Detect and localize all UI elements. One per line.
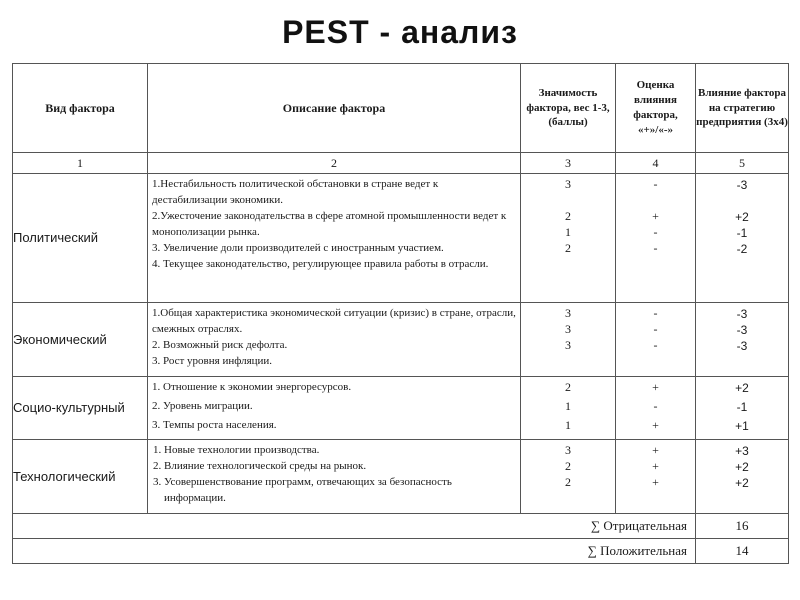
- factor-type: Экономический: [13, 303, 148, 377]
- impact-value: -: [653, 322, 658, 336]
- total-negative-label: ∑ Отрицательная: [13, 514, 696, 539]
- factor-type: Социо-культурный: [13, 377, 148, 440]
- header-type: Вид фактора: [13, 64, 148, 153]
- strategy-cell: [696, 440, 789, 514]
- total-positive-row: [13, 539, 789, 564]
- strategy-cell: [696, 174, 789, 303]
- impact-cell: [616, 377, 696, 440]
- strategy-cell: [696, 303, 789, 377]
- header-strategy: Влияние фактора на стратегию предприятия (3х4): [696, 64, 789, 153]
- description-line: 1. Отношение к экономии энергоресурсов.: [152, 381, 352, 393]
- strategy-value: +1: [735, 419, 749, 433]
- column-number-row: [13, 153, 789, 174]
- factor-type: Политический: [13, 174, 148, 303]
- description-line: 4. Текущее законодательство, регулирующее правила работы в отрасли.: [152, 258, 489, 270]
- strategy-value: +3: [735, 444, 749, 458]
- impact-value: -: [653, 177, 658, 191]
- strategy-value: -3: [736, 307, 748, 321]
- description-line: 3. Темпы роста населения.: [152, 419, 277, 431]
- strategy-value: +2: [735, 476, 749, 490]
- total-negative-row: [13, 514, 789, 539]
- impact-value: -: [653, 306, 658, 320]
- impact-value: [616, 192, 695, 208]
- description-line: 3. Рост уровня инфляции.: [152, 355, 273, 367]
- impact-value: -: [653, 399, 658, 413]
- strategy-value: -3: [736, 339, 748, 353]
- impact-value: +: [652, 209, 659, 223]
- total-positive-value: 14: [696, 539, 789, 564]
- description-line: 2.Ужесточение законодательства в сфере атомной промышленности ведет к монополизации рынка.: [152, 210, 507, 238]
- strategy-value: +2: [735, 460, 749, 474]
- column-number: 5: [696, 153, 789, 174]
- impact-value: -: [653, 338, 658, 352]
- page-title: PEST - анализ: [282, 14, 518, 50]
- weight-value: 3: [565, 322, 571, 336]
- impact-value: -: [653, 241, 658, 255]
- column-number: 3: [521, 153, 616, 174]
- strategy-value: [696, 193, 788, 209]
- description-line: 3. Увеличение доли производителей с иностранным участием.: [152, 242, 444, 254]
- description-line: 3. Усовершенствование программ, отвечающих за безопасность информации.: [164, 474, 516, 506]
- pest-table: [12, 63, 789, 564]
- weight-cell: [521, 377, 616, 440]
- strategy-value: -1: [736, 226, 748, 240]
- weight-value: 2: [565, 475, 571, 489]
- weight-value: 1: [565, 418, 571, 432]
- description-line: 2. Возможный риск дефолта.: [152, 339, 288, 351]
- impact-value: +: [652, 380, 659, 394]
- strategy-value: -2: [736, 242, 748, 256]
- description-line: 2. Влияние технологической среды на рынок.: [164, 458, 516, 474]
- factor-description: [148, 440, 521, 514]
- header-row: [13, 64, 789, 153]
- table-row-political: [13, 174, 789, 303]
- description-line: 1.Общая характеристика экономической ситуации (кризис) в стране, отрасли, смежных отраслях.: [152, 307, 516, 335]
- column-number: 2: [148, 153, 521, 174]
- impact-cell: [616, 174, 696, 303]
- table-row-socio-cultural: [13, 377, 789, 440]
- factor-description: [148, 377, 521, 440]
- weight-cell: [521, 303, 616, 377]
- description-line: 1.Нестабильность политической обстановки в стране ведет к дестабилизации экономики.: [152, 178, 439, 206]
- column-number: 4: [616, 153, 696, 174]
- header-impact: Оценка влияния фактора, «+»/«-»: [616, 64, 696, 153]
- description-list: [152, 442, 516, 506]
- strategy-value: +2: [735, 210, 749, 224]
- factor-description: [148, 303, 521, 377]
- weight-value: 1: [565, 399, 571, 413]
- impact-cell: [616, 440, 696, 514]
- weight-value: 2: [565, 380, 571, 394]
- impact-value: +: [652, 459, 659, 473]
- impact-value: -: [653, 225, 658, 239]
- strategy-value: -3: [736, 323, 748, 337]
- column-number: 1: [13, 153, 148, 174]
- total-positive-label: ∑ Положительная: [13, 539, 696, 564]
- weight-value: 1: [565, 225, 571, 239]
- impact-cell: [616, 303, 696, 377]
- total-negative-value: 16: [696, 514, 789, 539]
- weight-value: [521, 192, 615, 208]
- table-row-technological: [13, 440, 789, 514]
- strategy-value: -3: [736, 178, 748, 192]
- factor-type: Технологический: [13, 440, 148, 514]
- weight-value: 3: [565, 306, 571, 320]
- header-weight: Значимость фактора, вес 1-3, (баллы): [521, 64, 616, 153]
- weight-value: 3: [565, 177, 571, 191]
- table-row-economic: [13, 303, 789, 377]
- weight-value: 2: [565, 209, 571, 223]
- impact-value: +: [652, 475, 659, 489]
- impact-value: +: [652, 418, 659, 432]
- weight-value: 2: [565, 459, 571, 473]
- strategy-value: +2: [735, 381, 749, 395]
- weight-cell: [521, 174, 616, 303]
- description-line: 2. Уровень миграции.: [152, 400, 253, 412]
- strategy-value: -1: [736, 400, 748, 414]
- weight-cell: [521, 440, 616, 514]
- weight-value: 3: [565, 443, 571, 457]
- description-line: 1. Новые технологии производства.: [164, 442, 516, 458]
- weight-value: 3: [565, 338, 571, 352]
- factor-description: [148, 174, 521, 303]
- impact-value: +: [652, 443, 659, 457]
- strategy-cell: [696, 377, 789, 440]
- weight-value: 2: [565, 241, 571, 255]
- header-description: Описание фактора: [148, 64, 521, 153]
